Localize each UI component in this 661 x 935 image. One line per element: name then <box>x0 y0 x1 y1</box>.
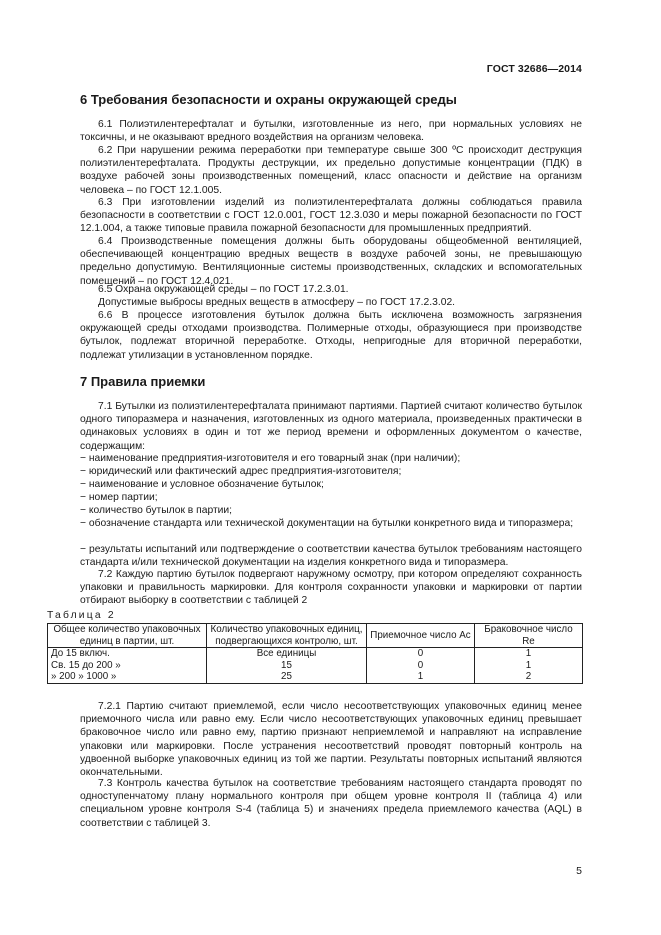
list-item: − обозначение стандарта или технической документации на бутылки конкретного вида и типоразмера; <box>80 518 574 529</box>
table-cell: 1 <box>475 648 583 660</box>
paragraph-6-2: 6.2 При нарушении режима переработки при температуре свыше 300 ºС происходит деструкция полиэтилентерефталата. Продукты деструкции, их предельно допустимые концентрации (ПДК) в воздухе рабочей зоны производственных помещений, класс опасности и действие на организм человека – по ГОСТ 12.1.005. <box>80 145 582 196</box>
list-item: − наименование и условное обозначение бутылок; <box>80 479 324 490</box>
paragraph-6-6: 6.6 В процессе изготовления бутылок должна быть исключена возможность загрязнения окружающей среды отходами производства. Полимерные отходы, образующиеся при производстве бутылок, подлежат вторичной переработке. Отходы, непригодные для вторичной переработки, подлежат утилизации в установленном порядке. <box>80 310 582 361</box>
paragraph-6-3: 6.3 При изготовлении изделий из полиэтилентерефталата должны соблюдаться правила безопасности в соответствии с ГОСТ 12.0.001, ГОСТ 12.3.030 и меры пожарной безопасности по ГОСТ 12.1.004, а также типовые правила пожарной безопасности для промышленных предприятий. <box>80 197 582 235</box>
paragraph-7-1: 7.1 Бутылки из полиэтилентерефталата принимают партиями. Партией считают количество бутылок одного типоразмера и назначения, изготовленных из одного материала, произведенных практически в одинаковых условиях в один и тот же период времени и оформленных документом о качестве, содержащим: <box>80 401 582 452</box>
list-item: − номер партии; <box>80 492 158 503</box>
standard-code: ГОСТ 32686—2014 <box>486 63 582 75</box>
table-header: Количество упаковочных единиц, подвергающихся контролю, шт. <box>207 624 367 648</box>
paragraph-7-2: 7.2 Каждую партию бутылок подвергают наружному осмотру, при котором определяют сохранность упаковки и правильность маркировки. Для контроля сохранности упаковки и маркировки от партии отбирают выборку в соответствии с таблицей 2 <box>80 569 582 607</box>
paragraph-6-1: 6.1 Полиэтилентерефталат и бутылки, изготовленные из него, при нормальных условиях не токсичны, и не оказывают вредного воздействия на организм человека. <box>80 119 582 144</box>
table-cell: 1 <box>475 660 583 672</box>
page-number: 5 <box>576 865 582 877</box>
table-cell: До 15 включ. <box>48 648 207 660</box>
table-header-row <box>48 624 583 648</box>
table-row <box>48 671 583 683</box>
table-cell: 15 <box>207 660 367 672</box>
table-2 <box>47 623 583 684</box>
paragraph-7-2-1: 7.2.1 Партию считают приемлемой, если число несоответствующих упаковочных единиц менее приемочного числа или равно ему. Если число несоответствующих упаковочных единиц превышает браковочное число или равно ему, партию признают неприемлемой и направляют на исправление упаковки или маркировки. После устранения несоответствий проводят повторный контроль на удвоенной выборке упаковочных единиц из той же партии. Результаты повторных испытаний являются окончательными. <box>80 701 582 779</box>
table-cell: Все единицы <box>207 648 367 660</box>
table-cell: 0 <box>367 660 475 672</box>
table-caption: Таблица 2 <box>47 610 116 621</box>
table-cell: 1 <box>367 671 475 683</box>
table-header: Приемочное число Ac <box>367 624 475 648</box>
list-item: − количество бутылок в партии; <box>80 505 233 516</box>
list-item: − наименование предприятия-изготовителя и его товарный знак (при наличии); <box>80 453 461 464</box>
table-header: Общее количество упаковочных единиц в партии, шт. <box>48 624 207 648</box>
table-cell: Св. 15 до 200 » <box>48 660 207 672</box>
table-cell: 25 <box>207 671 367 683</box>
section-7-heading: 7 Правила приемки <box>80 374 206 389</box>
table-cell: 0 <box>367 648 475 660</box>
table-cell: » 200 » 1000 » <box>48 671 207 683</box>
paragraph-6-5-emissions: Допустимые выбросы вредных веществ в атмосферу – по ГОСТ 17.2.3.02. <box>98 297 456 308</box>
list-item: − юридический или фактический адрес предприятия-изготовителя; <box>80 466 402 477</box>
paragraph-6-5: 6.5 Охрана окружающей среды – по ГОСТ 17.2.3.01. <box>98 284 349 295</box>
table-header: Браковочное число Re <box>475 624 583 648</box>
paragraph-7-3: 7.3 Контроль качества бутылок на соответствие требованиям настоящего стандарта проводят по одноступенчатому плану нормального контроля при общем уровне контроля II (таблица 4) или специальном уровне контроля S-4 (таблица 5) и значениях предела приемлемого качества (AQL) в соответствии с таблицей 3. <box>80 778 582 829</box>
section-6-heading: 6 Требования безопасности и охраны окружающей среды <box>80 92 457 107</box>
table-row <box>48 660 583 672</box>
list-item: − результаты испытаний или подтверждение о соответствии качества бутылок требованиям настоящего стандарта и/или технической документации на изделия конкретного вида и типоразмера. <box>80 544 582 569</box>
paragraph-6-4: 6.4 Производственные помещения должны быть оборудованы общеобменной вентиляцией, обеспечивающей концентрацию вредных веществ в воздухе рабочей зоны, не превышающую предельно допустимую. Вентиляционные системы производственных, складских и вспомогательных помещений – по ГОСТ 12.4.021. <box>80 236 582 287</box>
table-row <box>48 648 583 660</box>
table-cell: 2 <box>475 671 583 683</box>
